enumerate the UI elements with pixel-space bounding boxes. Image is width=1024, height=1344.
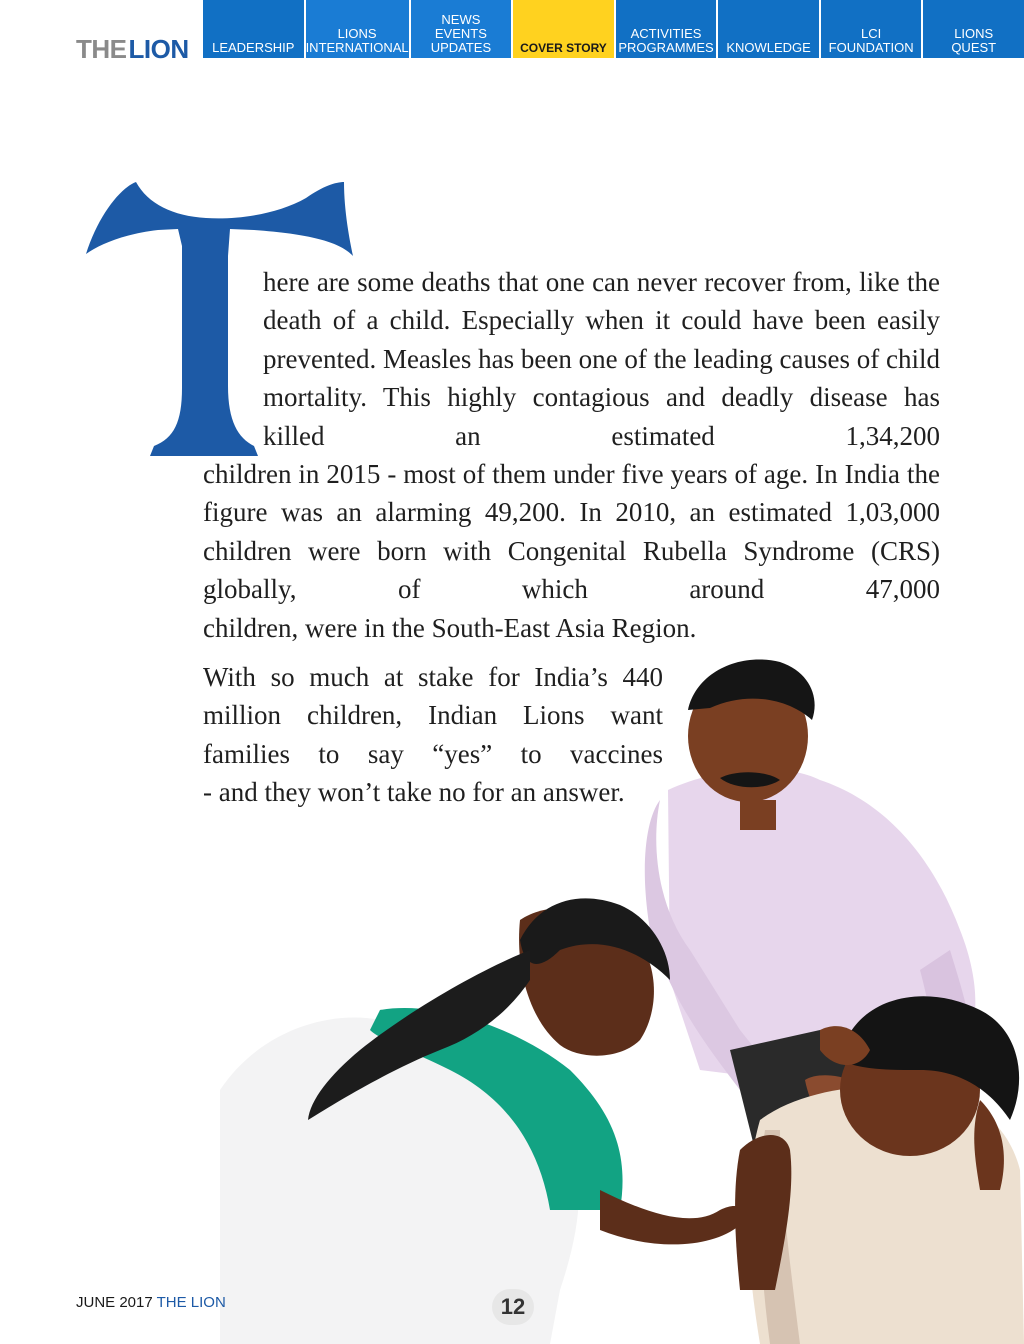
page-number: 12: [492, 1289, 534, 1325]
tab-label: KNOWLEDGE: [726, 40, 811, 55]
tab-lions-international[interactable]: [304, 0, 409, 58]
woman-figure: [220, 898, 744, 1344]
tab-lci-foundation[interactable]: [819, 0, 922, 58]
masthead-logo[interactable]: [76, 34, 189, 64]
tab-label: LIONS QUEST: [951, 26, 997, 55]
footer-issue: [76, 1294, 226, 1311]
tab-label: ACTIVITIES PROGRAMMES: [618, 26, 714, 55]
tab-cover-story[interactable]: [511, 0, 614, 58]
paragraph-1-continued: [203, 455, 940, 647]
footer-magazine-name: THE LION: [156, 1294, 226, 1311]
tab-label: LCI FOUNDATION: [828, 26, 914, 55]
tab-label: LIONS INTERNATIONAL: [305, 26, 409, 55]
tab-activities-programmes[interactable]: [614, 0, 717, 58]
tab-lions-quest[interactable]: [921, 0, 1024, 58]
tab-label: LEADERSHIP: [212, 40, 295, 55]
tab-label: NEWS EVENTS UPDATES: [430, 12, 492, 55]
tab-knowledge[interactable]: [716, 0, 819, 58]
vaccination-photo: [220, 650, 1024, 1344]
masthead-lion: LION: [128, 34, 189, 64]
paragraph-1-text: children in 2015 - most of them under five years of age. In India the figure was an alarming 49,200. In 2010, an estimated 1,03,000 children were born with Congenital Rubella Syndrome (CRS) globally, of which around 47,000: [203, 459, 940, 605]
tab-leadership[interactable]: [201, 0, 304, 58]
paragraph-2-last-line: - and they won’t take no for an answer.: [203, 777, 625, 808]
tab-news-events-updates[interactable]: [409, 0, 512, 58]
paragraph-1-last-line: children, were in the South-East Asia Region.: [203, 612, 697, 643]
tab-label: COVER STORY: [520, 41, 607, 55]
paragraph-1-opening: here are some deaths that one can never recover from, like the death of a child. Especially when it could have been easily prevented. Measles has been one of the leading causes of child mortality. This highly contagious and deadly disease has killed an estimated 1,34,200: [263, 267, 941, 451]
section-nav: [201, 0, 1024, 58]
paragraph-2-text: With so much at stake for India’s 440 million children, Indian Lions want families to say “yes” to vaccines: [203, 662, 663, 769]
footer-date: JUNE 2017: [76, 1294, 153, 1311]
masthead-the: THE: [76, 34, 127, 64]
